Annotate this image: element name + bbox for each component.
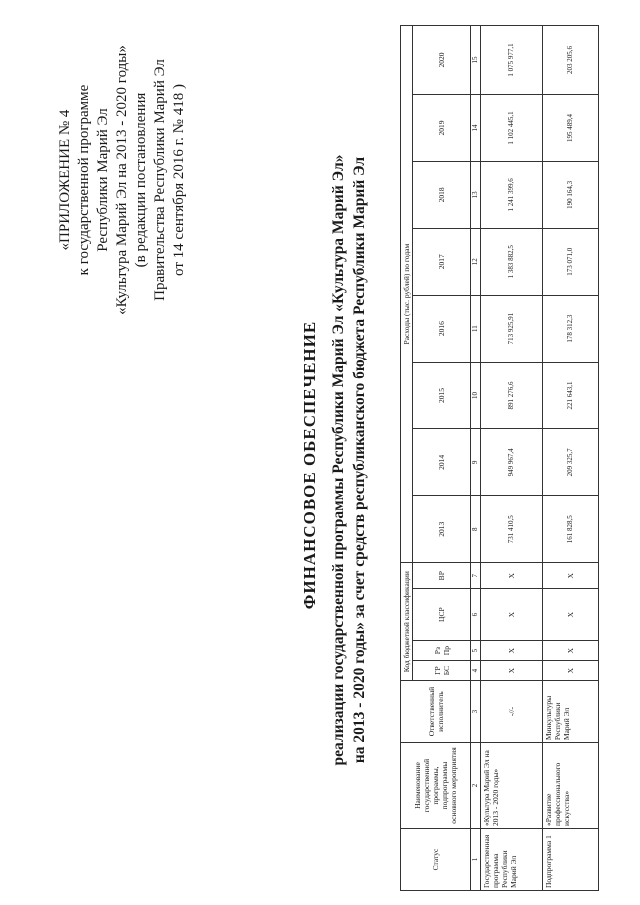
row-value: 209 325,7 <box>543 429 599 496</box>
subtitle-line: реализации государственной программы Республики Марий Эл «Культура Марий Эл» <box>330 154 347 766</box>
row-rzpr: X <box>543 641 599 661</box>
row-value: 949 967,4 <box>481 429 543 496</box>
column-number: 12 <box>471 228 481 295</box>
column-number-row <box>471 26 481 891</box>
row-csr: X <box>481 589 543 641</box>
row-vr: X <box>481 563 543 589</box>
appendix-line: от 14 сентября 2016 г. № 418 ) <box>171 84 187 276</box>
appendix-line: «ПРИЛОЖЕНИЕ № 4 <box>57 109 73 251</box>
column-number: 4 <box>471 661 481 681</box>
header-csr: ЦСР <box>413 589 471 641</box>
header-name: Наименование государственной программы, подпрограммы основного мероприятия <box>401 743 471 829</box>
row-value: 891 276,6 <box>481 362 543 429</box>
column-number: 14 <box>471 95 481 162</box>
column-number: 2 <box>471 743 481 829</box>
column-number: 10 <box>471 362 481 429</box>
header-year: 2013 <box>413 496 471 563</box>
header-year: 2016 <box>413 295 471 362</box>
column-number: 7 <box>471 563 481 589</box>
column-number: 6 <box>471 589 481 641</box>
row-value: 221 643,1 <box>543 362 599 429</box>
header-year: 2018 <box>413 161 471 228</box>
column-number: 1 <box>471 829 481 891</box>
row-value: 1 075 977,1 <box>481 26 543 95</box>
row-value: 1 383 882,5 <box>481 228 543 295</box>
row-value: 161 828,5 <box>543 496 599 563</box>
column-number: 8 <box>471 496 481 563</box>
row-grbs: X <box>543 661 599 681</box>
row-name: «Культура Марий Эл на 2013 - 2020 годы» <box>481 743 543 829</box>
row-value: 713 925,91 <box>481 295 543 362</box>
row-name: «Развитие профессионального искусства» <box>543 743 599 829</box>
header-status: Статус <box>401 829 471 891</box>
appendix-line: к государственной программе <box>76 84 92 276</box>
header-grbs: ГР БС <box>413 661 471 681</box>
column-number: 11 <box>471 295 481 362</box>
row-value: 178 312,3 <box>543 295 599 362</box>
header-executor: Ответственный исполнитель <box>401 681 471 743</box>
row-rzpr: X <box>481 641 543 661</box>
appendix-line: Республики Марий Эл <box>95 108 111 252</box>
row-value: 1 102 445,1 <box>481 95 543 162</box>
header-rzpr: Рз Пр <box>413 641 471 661</box>
header-year: 2017 <box>413 228 471 295</box>
appendix-block <box>56 15 189 345</box>
row-value: 195 489,4 <box>543 95 599 162</box>
header-budget-code: Код бюджетной классификации <box>401 563 413 681</box>
row-csr: X <box>543 589 599 641</box>
row-value: 1 241 399,6 <box>481 161 543 228</box>
header-year: 2020 <box>413 26 471 95</box>
appendix-line: Правительства Республики Марий Эл <box>152 59 168 301</box>
table-row <box>481 26 543 891</box>
appendix-line: «Культура Марий Эл на 2013 - 2020 годы» <box>114 45 130 315</box>
appendix-line: (в редакции постановления <box>133 92 149 268</box>
header-expenses: Расходы (тыс. рублей) по годам <box>401 26 413 563</box>
header-year: 2015 <box>413 362 471 429</box>
row-value: 203 205,6 <box>543 26 599 95</box>
document-subtitle <box>328 35 370 885</box>
row-executor: -//- <box>481 681 543 743</box>
header-year: 2019 <box>413 95 471 162</box>
column-number: 5 <box>471 641 481 661</box>
finance-table <box>400 25 599 891</box>
column-number: 3 <box>471 681 481 743</box>
subtitle-line: на 2013 - 2020 годы» за счет средств республиканского бюджета Республики Марий Эл <box>351 156 368 764</box>
row-value: 190 164,3 <box>543 161 599 228</box>
column-number: 13 <box>471 161 481 228</box>
row-grbs: X <box>481 661 543 681</box>
row-value: 173 071,0 <box>543 228 599 295</box>
table-header-row <box>401 26 413 891</box>
row-status: Государственная программа Республики Марий Эл <box>481 829 543 891</box>
header-vr: ВР <box>413 563 471 589</box>
column-number: 15 <box>471 26 481 95</box>
row-status: Подпрограмма 1 <box>543 829 599 891</box>
row-value: 731 410,5 <box>481 496 543 563</box>
document-title: ФИНАНСОВОЕ ОБЕСПЕЧЕНИЕ <box>300 320 319 610</box>
column-number: 9 <box>471 429 481 496</box>
row-vr: X <box>543 563 599 589</box>
header-year: 2014 <box>413 429 471 496</box>
row-executor: Минкультуры Республики Марий Эл <box>543 681 599 743</box>
table-row <box>543 26 599 891</box>
